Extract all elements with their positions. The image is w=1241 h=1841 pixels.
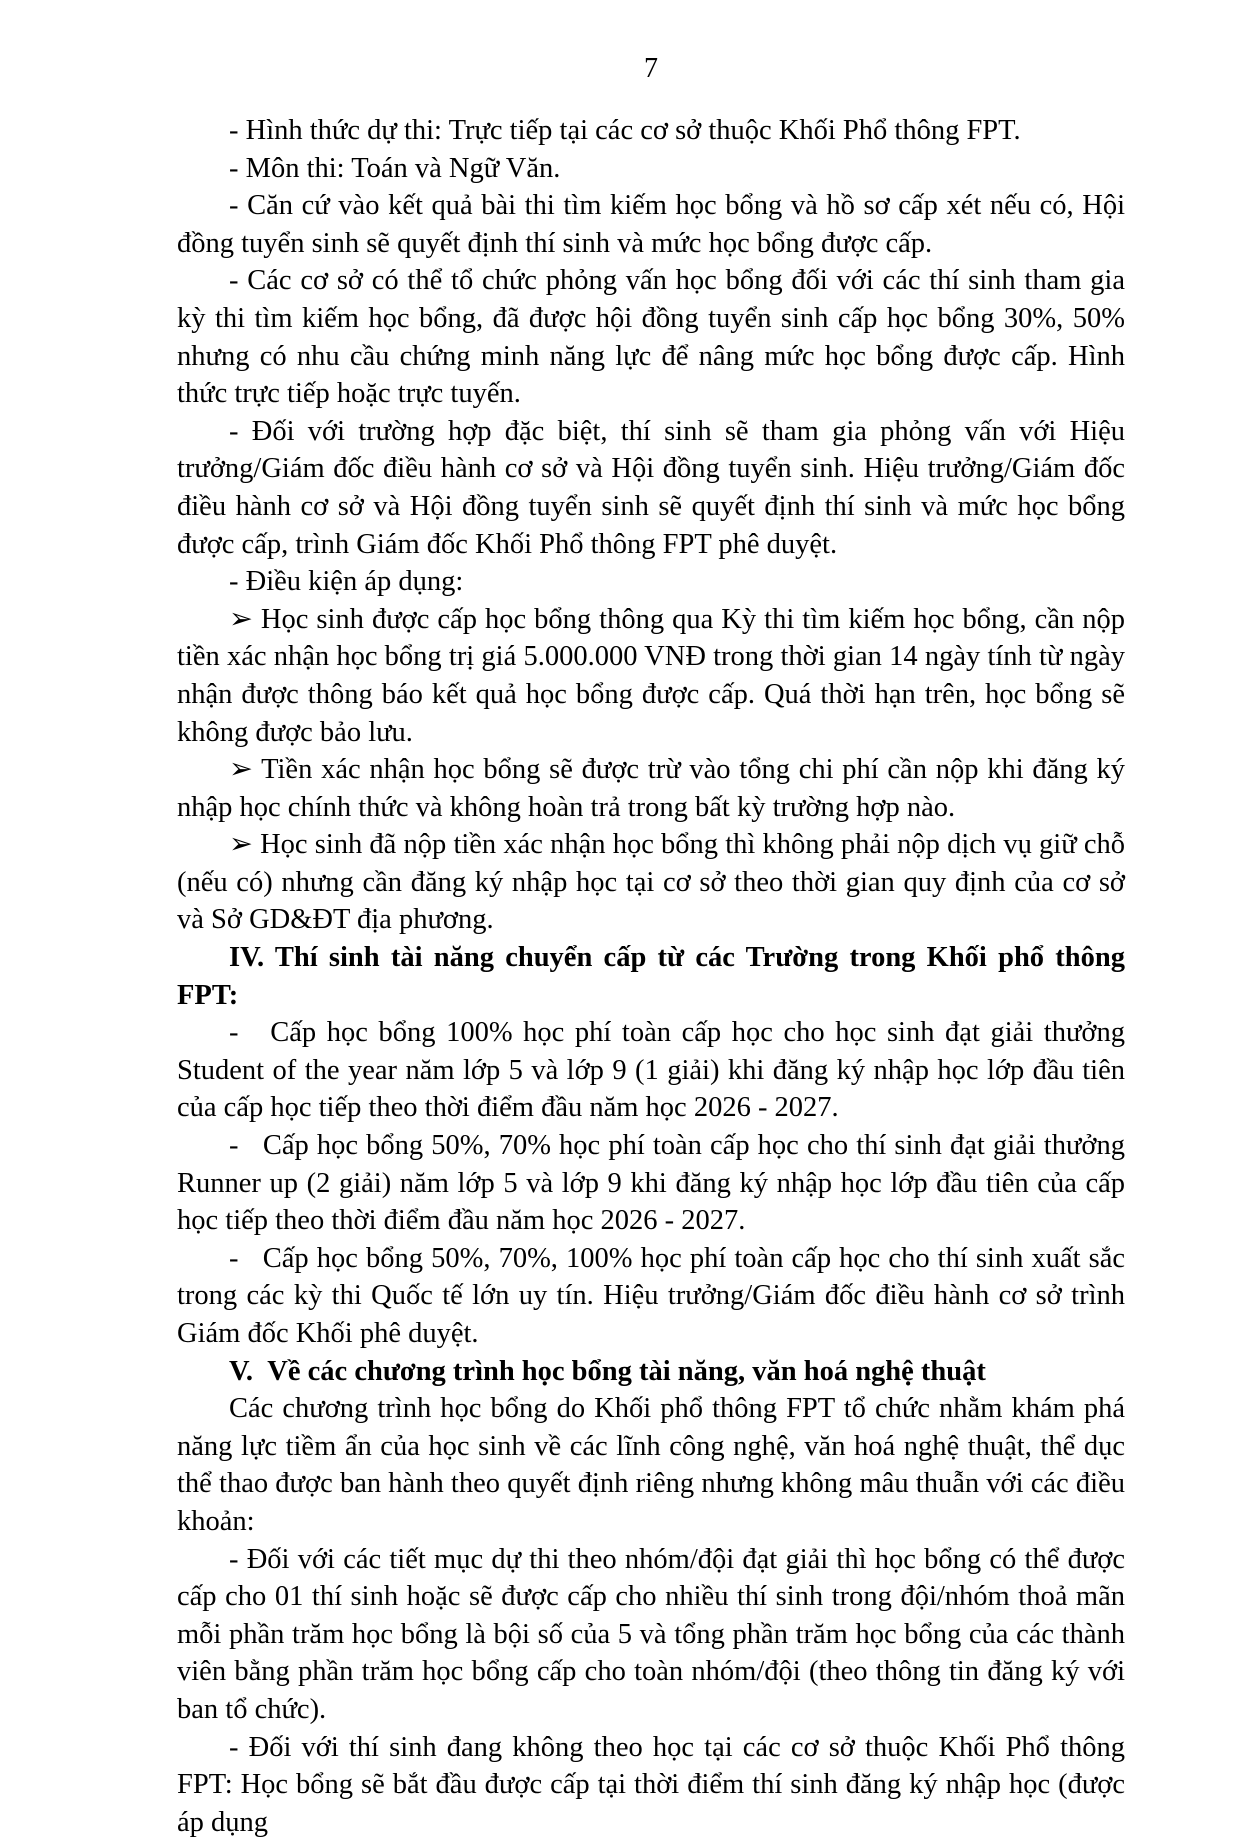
paragraph-exam-format: - Hình thức dự thi: Trực tiếp tại các cơ sở thuộc Khối Phổ thông FPT.	[229, 115, 1021, 146]
paragraph-talent-programs: Các chương trình học bổng do Khối phổ thông FPT tổ chức nhằm khám phá năng lực tiềm ẩn của học sinh về các lĩnh công nghệ, văn hoá nghệ thuật, thể dục thể thao được ban hành theo quyết định riêng nhưng không mâu thuẫn với các điều khoản:	[177, 1393, 1125, 1537]
paragraph-interview-option: - Các cơ sở có thể tổ chức phỏng vấn học bổng đối với các thí sinh tham gia kỳ thi tìm kiếm học bổng, đã được hội đồng tuyển sinh cấp học bổng 30%, 50% nhưng có nhu cầu chứng minh năng lực để nâng mức học bổng được cấp. Hình thức trực tiếp hoặc trực tuyến.	[177, 265, 1125, 410]
paragraph-conditions-label: - Điều kiện áp dụng:	[229, 566, 464, 598]
paragraph-special-cases: - Đối với trường hợp đặc biệt, thí sinh sẽ tham gia phỏng vấn với Hiệu trưởng/Giám đốc điều hành cơ sở và Hội đồng tuyển sinh. Hiệu trưởng/Giám đốc điều hành cơ sở và Hội đồng tuyển sinh sẽ quyết định thí sinh và mức học bổng được cấp, trình Giám đốc Khối Phổ thông FPT phê duyệt.	[177, 415, 1125, 560]
section-heading-iv: IV. Thí sinh tài năng chuyển cấp từ các Trường trong Khối phổ thông FPT:	[177, 942, 1125, 1011]
paragraph-exam-subjects: - Môn thi: Toán và Ngữ Văn.	[229, 152, 561, 184]
paragraph-scholarship-international: - Cấp học bổng 50%, 70%, 100% học phí toàn cấp học cho thí sinh xuất sắc trong các kỳ thi Quốc tế lớn uy tín. Hiệu trưởng/Giám đốc điều hành cơ sở trình Giám đốc Khối phê duyệt.	[177, 1242, 1125, 1349]
bullet-seat-holding: ➢ Học sinh đã nộp tiền xác nhận học bổng thì không phải nộp dịch vụ giữ chỗ (nếu có) nhưng cần đăng ký nhập học tại cơ sở theo thời gian quy định của cơ sở và Sở GD&ĐT địa phương.	[177, 829, 1125, 936]
paragraph-group-entries: - Đối với các tiết mục dự thi theo nhóm/đội đạt giải thì học bổng có thể được cấp cho 01 thí sinh hoặc sẽ được cấp cho nhiều thí sinh trong đội/nhóm thoả mãn mỗi phần trăm học bổng là bội số của 5 và tổng phần trăm học bổng của các thành viên bằng phần trăm học bổng cấp cho toàn nhóm/đội (theo thông tin đăng ký với ban tổ chức).	[177, 1543, 1125, 1725]
section-heading-v: V. Về các chương trình học bổng tài năng, văn hoá nghệ thuật	[229, 1355, 986, 1387]
page-number: 7	[644, 53, 658, 84]
paragraph-non-fpt-students: - Đối với thí sinh đang không theo học tại các cơ sở thuộc Khối Phổ thông FPT: Học bổng sẽ bắt đầu được cấp tại thời điểm thí sinh đăng ký nhập học (được áp dụng	[177, 1731, 1125, 1838]
document-body	[177, 112, 1125, 1841]
bullet-fee-deduction: ➢ Tiền xác nhận học bổng sẽ được trừ vào tổng chi phí cần nộp khi đăng ký nhập học chính thức và không hoàn trả trong bất kỳ trường hợp nào.	[177, 754, 1125, 823]
paragraph-scholarship-100: - Cấp học bổng 100% học phí toàn cấp học cho học sinh đạt giải thưởng Student of the year năm lớp 5 và lớp 9 (1 giải) khi đăng ký nhập học lớp đầu tiên của cấp học tiếp theo thời điểm đầu năm học 2026 - 2027.	[177, 1017, 1125, 1124]
paragraph-scholarship-runner-up: - Cấp học bổng 50%, 70% học phí toàn cấp học cho thí sinh đạt giải thưởng Runner up (2 giải) năm lớp 5 và lớp 9 khi đăng ký nhập học lớp đầu tiên của cấp học tiếp theo thời điểm đầu năm học 2026 - 2027.	[177, 1130, 1125, 1237]
bullet-confirmation-fee: ➢ Học sinh được cấp học bổng thông qua Kỳ thi tìm kiếm học bổng, cần nộp tiền xác nhận học bổng trị giá 5.000.000 VNĐ trong thời gian 14 ngày tính từ ngày nhận được thông báo kết quả học bổng được cấp. Quá thời hạn trên, học bổng sẽ không được bảo lưu.	[177, 603, 1125, 748]
paragraph-result-basis: - Căn cứ vào kết quả bài thi tìm kiếm học bổng và hồ sơ cấp xét nếu có, Hội đồng tuyển sinh sẽ quyết định thí sinh và mức học bổng được cấp.	[177, 190, 1125, 259]
